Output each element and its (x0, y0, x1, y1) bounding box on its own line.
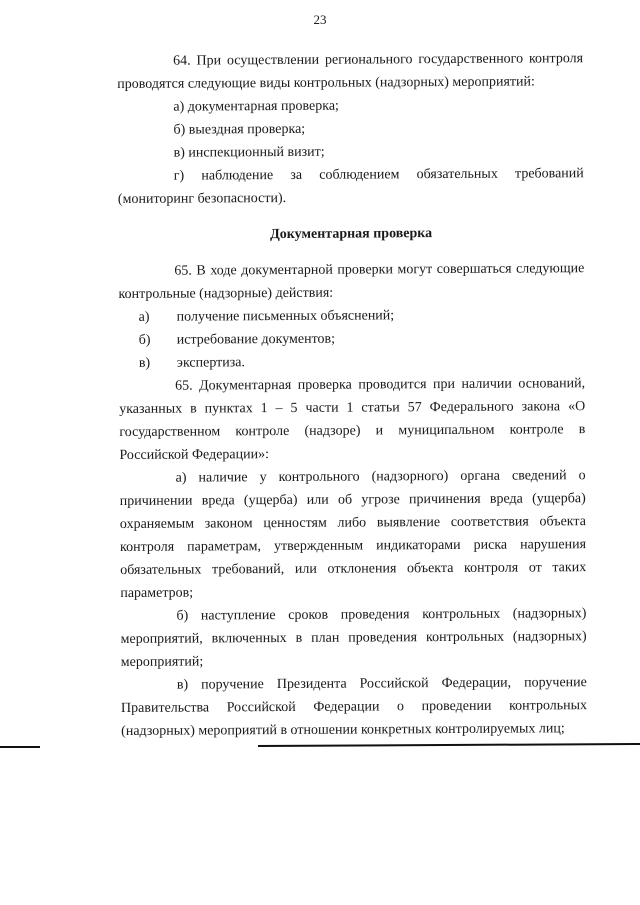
item-text: экспертиза. (176, 355, 246, 371)
list-item-64c: в) инспекционный визит; (173, 144, 325, 161)
scan-edge-line-right (258, 743, 640, 747)
paragraph-64-intro: 64. При осуществлении регионального государственного контроля проводятся следующие виды контрольных (надзорных) мероприятий: (117, 51, 584, 92)
paragraph-65-intro: 65. В ходе документарной проверки могут совершаться следующие контрольные (надзорные) действия: (118, 261, 585, 302)
scan-edge-line-left (0, 746, 40, 748)
list-item-64b: б) выездная проверка; (173, 121, 306, 138)
section-heading: Документарная проверка (270, 226, 433, 243)
paragraph-65-grounds: 65. Документарная проверка проводится при наличии оснований, указанных в пунктах 1 – 5 части 1 статьи 57 Федерального закона «О государственном контроле (надзоре) и муниципальном контроле в Российской Федерации»: (119, 376, 586, 463)
list-item-64d: г) наблюдение за соблюдением обязательных требований (мониторинг безопасности). (117, 166, 584, 207)
item-letter: в) (138, 355, 151, 371)
item-letter: б) (138, 332, 151, 348)
list-item-64a: а) документарная проверка; (173, 98, 339, 115)
item-text: истребование документов; (176, 331, 336, 348)
document-body (117, 47, 587, 743)
ground-item-b: б) наступление сроков проведения контрольных (надзорных) мероприятий, включенных в план проведения контрольных (надзорных) мероприятий; (120, 606, 587, 670)
item-text: получение письменных объяснений; (176, 308, 395, 325)
list-item-65a (139, 303, 585, 329)
ground-item-c: в) поручение Президента Российской Федерации, поручение Правительства Российской Федерации о проведении контрольных (надзорных) мероприятий в отношении конкретных контролируемых лиц; (120, 675, 588, 739)
list-item-65b (139, 326, 585, 352)
ground-item-a: а) наличие у контрольного (надзорного) органа сведений о причинении вреда (ущерба) или об угрозе причинения вреда (ущерба) охраняемым законом ценностям либо выявление соответствия объекта контроля параметрам, утвержденным индикаторами риска нарушения обязательных требований, или отклонения объекта контроля от таких параметров; (119, 468, 587, 601)
item-letter: а) (138, 309, 150, 325)
page-number: 23 (313, 12, 327, 27)
list-item-65c (139, 349, 585, 375)
